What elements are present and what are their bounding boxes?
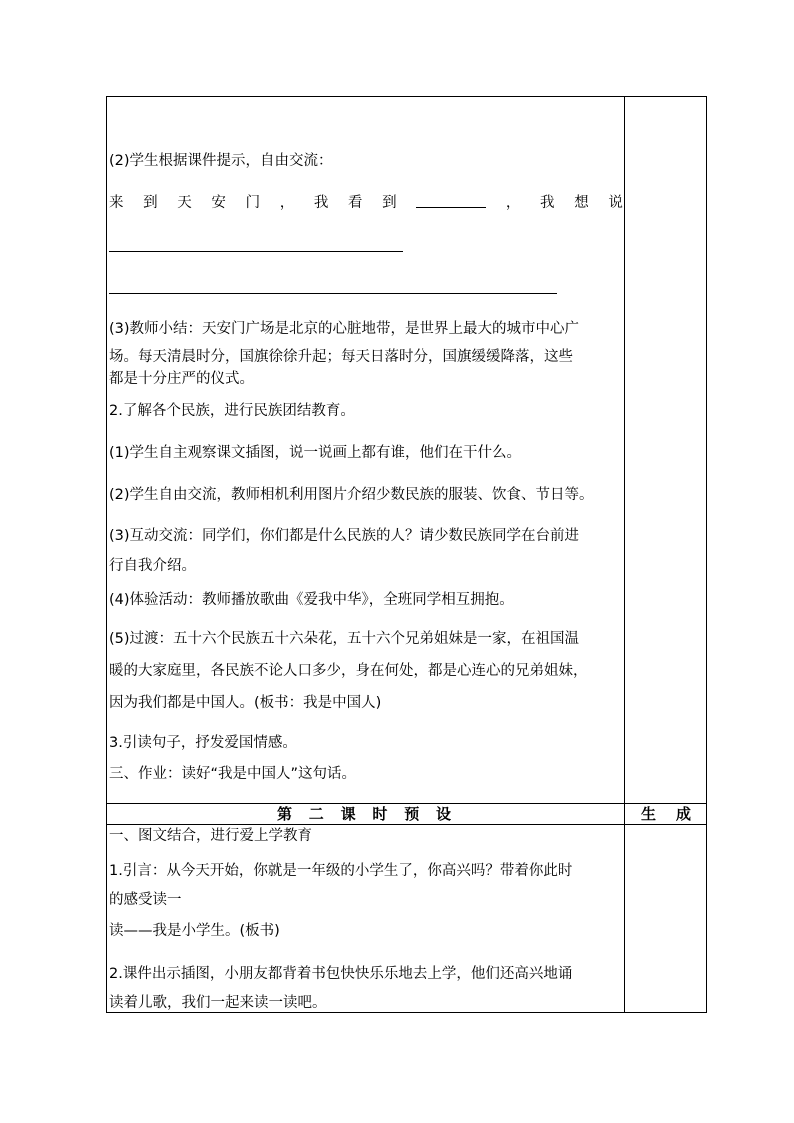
column-divider: [624, 97, 625, 1012]
text-line: (3)教师小结：天安门广场是北京的心脏地带，是世界上最大的城市中心广: [109, 321, 580, 337]
char: 来: [109, 195, 124, 211]
text-line: (1)学生自主观察课文插图，说一说画上都有谁，他们在干什么。: [109, 445, 522, 461]
text-line: 3.引读句子，抒发爱国情感。: [109, 735, 297, 751]
text-line: (3)互动交流：同学们，你们都是什么民族的人？请少数民族同学在台前进: [109, 528, 580, 544]
char: 我: [313, 195, 329, 211]
text-line: 因为我们都是中国人。(板书：我是中国人): [109, 695, 382, 711]
text-line: 暖的大家庭里，各民族不论人口多少，身在何处，都是心连心的兄弟姐妹，: [109, 663, 588, 679]
char: 到: [382, 195, 397, 211]
header-char: 第: [277, 805, 293, 823]
text-line: 1.引言：从今天开始，你就是一年级的小学生了，你高兴吗？带着你此时: [109, 863, 573, 879]
text-line: 读——我是小学生。(板书): [109, 923, 280, 939]
char: 想: [574, 195, 589, 211]
char: 说: [608, 195, 623, 211]
text-line: 的感受读一: [109, 892, 182, 908]
char: ，: [279, 195, 295, 211]
text-line: 2.课件出示插图，小朋友都背着书包快快乐乐地去上学，他们还高兴地诵: [109, 966, 573, 982]
text-line: (2)学生自由交流，教师相机利用图片介绍少数民族的服装、饮食、节日等。: [109, 487, 594, 503]
text-line: 都是十分庄严的仪式。: [109, 371, 254, 387]
text-line: 一、图文结合，进行爱上学教育: [109, 828, 312, 844]
char: 到: [143, 195, 158, 211]
text-line: 行自我介绍。: [109, 558, 196, 574]
char: 天: [177, 195, 192, 211]
section-header-preset: [277, 804, 451, 824]
text-line: 三、作业：读好“我是中国人”这句话。: [109, 766, 357, 782]
fill-blank: [416, 193, 486, 208]
text-line: 场。每天清晨时分，国旗徐徐升起；每天日落时分，国旗缓缓降落，这些: [109, 349, 573, 365]
header-char: 二: [308, 805, 324, 823]
char: ，: [505, 195, 521, 211]
text-line: (4)体验活动：教师播放歌曲《爱我中华》，全班同学相互拥抱。: [109, 592, 514, 608]
char: 门: [245, 195, 261, 211]
header-char: 时: [372, 805, 388, 823]
char: 安: [211, 195, 226, 211]
section-header-generate: [641, 804, 691, 824]
text-line: (2)学生根据课件提示，自由交流：: [109, 153, 333, 169]
lesson-plan-table: [106, 96, 707, 1013]
header-char: 成: [675, 805, 691, 823]
text-line: 2.了解各个民族，进行民族团结教育。: [109, 403, 355, 419]
header-char: 生: [641, 805, 657, 823]
header-char: 预: [404, 805, 420, 823]
text-line: 读着儿歌，我们一起来读一读吧。: [109, 995, 327, 1011]
fill-in-sentence: [109, 193, 623, 213]
row-divider: [107, 824, 706, 825]
text-line: (5)过渡：五十六个民族五十六朵花，五十六个兄弟姐妹是一家，在祖国温: [109, 631, 580, 647]
char: 我: [540, 195, 555, 211]
header-char: 设: [435, 805, 451, 823]
header-char: 课: [340, 805, 356, 823]
char: 看: [347, 195, 363, 211]
answer-line: [109, 251, 403, 252]
answer-line: [109, 293, 557, 294]
